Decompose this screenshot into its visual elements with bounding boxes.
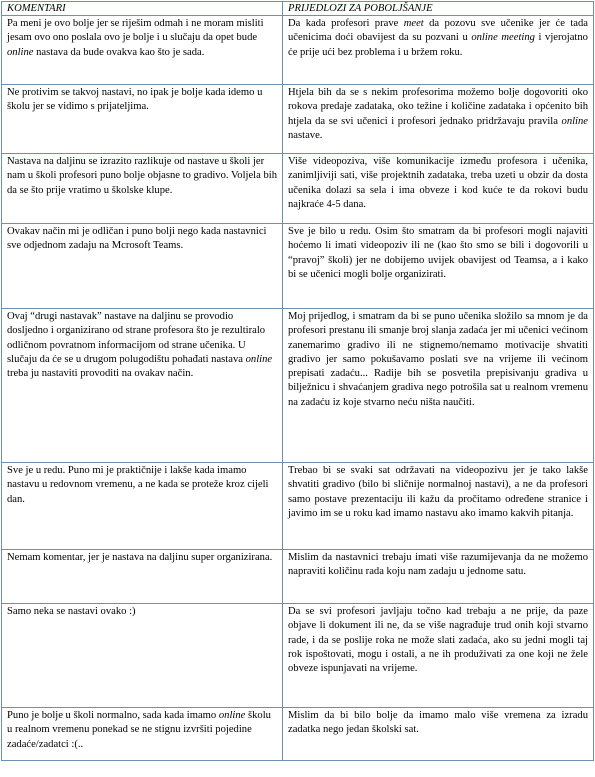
header-row bbox=[2, 2, 594, 16]
table-row bbox=[2, 708, 594, 761]
comment-cell: Puno je bolje u školi normalno, sada kada imamo online školu u realnom vremenu ponekad se ne stignu izvršiti pojedine zadaće/zadatci :(.. bbox=[2, 708, 283, 761]
table-row bbox=[2, 463, 594, 550]
suggestion-cell: Mislim da nastavnici trebaju imati više razumijevanja da ne možemo napraviti količinu rada koju nam zadaju u jednome satu. bbox=[283, 550, 594, 604]
suggestions-column-header: PRIJEDLOZI ZA POBOLJŠANJE bbox=[283, 2, 594, 16]
comment-cell: Nastava na daljinu se izrazito razlikuje od nastave u školi jer nam u školi profesori puno bolje objasne to gradivo. Voljela bih da se što prije vratimo u školske klupe. bbox=[2, 154, 283, 224]
suggestion-cell: Više videopoziva, više komunikacije između profesora i učenika, zanimljiviji sati, više projektnih zadataka, treba uzeti u obzir da dosta učenika dolazi sa sela i ima obveze i kod kuće te da rokovi budu najkraće 4-5 dana. bbox=[283, 154, 594, 224]
suggestion-cell: Sve je bilo u redu. Osim što smatram da bi profesori mogli najaviti hoćemo li imati videopoziv ili ne (kao što smo se bili i dogovorili u “pravoj” školi) jer ne dobijemo uvijek obavijest od Teamsa, a i kako bi se učenici mogli bolje organizirati. bbox=[283, 224, 594, 309]
feedback-table bbox=[1, 1, 594, 761]
comment-cell: Samo neka se nastavi ovako :) bbox=[2, 604, 283, 708]
table-row bbox=[2, 16, 594, 85]
comment-cell: Sve je u redu. Puno mi je praktičnije i lakše kada imamo nastavu u redovnom vremenu, a ne kada se proteže kroz cijeli dan. bbox=[2, 463, 283, 550]
italic-term: online bbox=[218, 710, 246, 721]
italic-term: online bbox=[245, 353, 273, 365]
table-row bbox=[2, 154, 594, 224]
table-row bbox=[2, 224, 594, 309]
suggestion-cell: Da se svi profesori javljaju točno kad trebaju a ne prije, da paze objave li dokument ili ne, da se više nagrađuje trud onih koji stvarno rade, i da se poslije roka ne može slati zadaća, ako su jedni mogli taj rok ispoštovati, mogu i ostali, a ne ih produživati za one koji ne žele obveze ispunjavati na vrijeme. bbox=[283, 604, 594, 708]
table-row bbox=[2, 85, 594, 154]
suggestion-cell: Moj prijedlog, i smatram da bi se puno učenika složilo sa mnom je da profesori prestanu ili smanje broj slanja zadaća jer mi učenici većinom zanemarimo gradivo ili ne stignemo/nemamo motivacije shvatiti gradivo jer samo pokušavamo poslati sve na vrijeme ili većinom prepisati zadaću... Radije bih se posvetila prepisivanju gradiva u bilježnicu i shvaćanjem gradiva nego potrošila sat u realnom vremenu na zadaću iz koje stvarno neću ništa naučiti. bbox=[283, 309, 594, 463]
suggestion-cell: Da kada profesori prave meet da pozovu sve učenike jer će tada učenicima doći obavijest da su pozvani u online meeting i vjerojatno će prije ući bez problema i u bržem roku. bbox=[283, 16, 594, 85]
comment-cell: Pa meni je ovo bolje jer se riješim odmah i ne moram misliti jesam ovo ono poslala ovo je bolje i u slučaju da opet bude online nastava da bude ovakva kao što je sada. bbox=[2, 16, 283, 85]
italic-term: online meeting bbox=[471, 32, 535, 44]
suggestion-cell: Mislim da bi bilo bolje da imamo malo više vremena za izradu zadatka nego jedan školski sat. bbox=[283, 708, 594, 761]
comments-column-header: KOMENTARI bbox=[2, 2, 283, 16]
comment-cell: Nemam komentar, jer je nastava na daljinu super organizirana. bbox=[2, 550, 283, 604]
comment-cell: Ovaj “drugi nastavak” nastave na daljinu se provodio dosljedno i organizirano od strane profesora što je rezultiralo odličnom povratnom informacijom od strane učenika. U slučaju da će se u drugom polugodištu pohađati nastava online treba ju nastaviti provoditi na ovakav način. bbox=[2, 309, 283, 463]
suggestion-cell: Htjela bih da se s nekim profesorima možemo bolje dogovoriti oko rokova predaje zadataka, oko težine i količine zadataka i općenito bih htjela da se svi učenici i profesori jednako pridržavaju pravila online nastave. bbox=[283, 85, 594, 154]
comment-cell: Ovakav način mi je odličan i puno bolji nego kada nastavnici sve odjednom zadaju na Mcrosoft Teams. bbox=[2, 224, 283, 309]
italic-term: online bbox=[7, 46, 34, 58]
table-row bbox=[2, 604, 594, 708]
suggestion-cell: Trebao bi se svaki sat održavati na videopozivu jer je tako lakše shvatiti gradivo (bilo bi sličnije normalnoj nastavi), a ne da profesori samo postave prezentaciju ili kažu da pročitamo određene stranice i javimo im se u roku kad imamo nastavu ako imamo kakvih pitanja. bbox=[283, 463, 594, 550]
table-row bbox=[2, 550, 594, 604]
table-row bbox=[2, 309, 594, 463]
italic-term: online bbox=[561, 115, 588, 127]
italic-term: meet bbox=[403, 18, 424, 29]
comment-cell: Ne protivim se takvoj nastavi, no ipak je bolje kada idemo u školu jer se vidimo s prijateljima. bbox=[2, 85, 283, 154]
